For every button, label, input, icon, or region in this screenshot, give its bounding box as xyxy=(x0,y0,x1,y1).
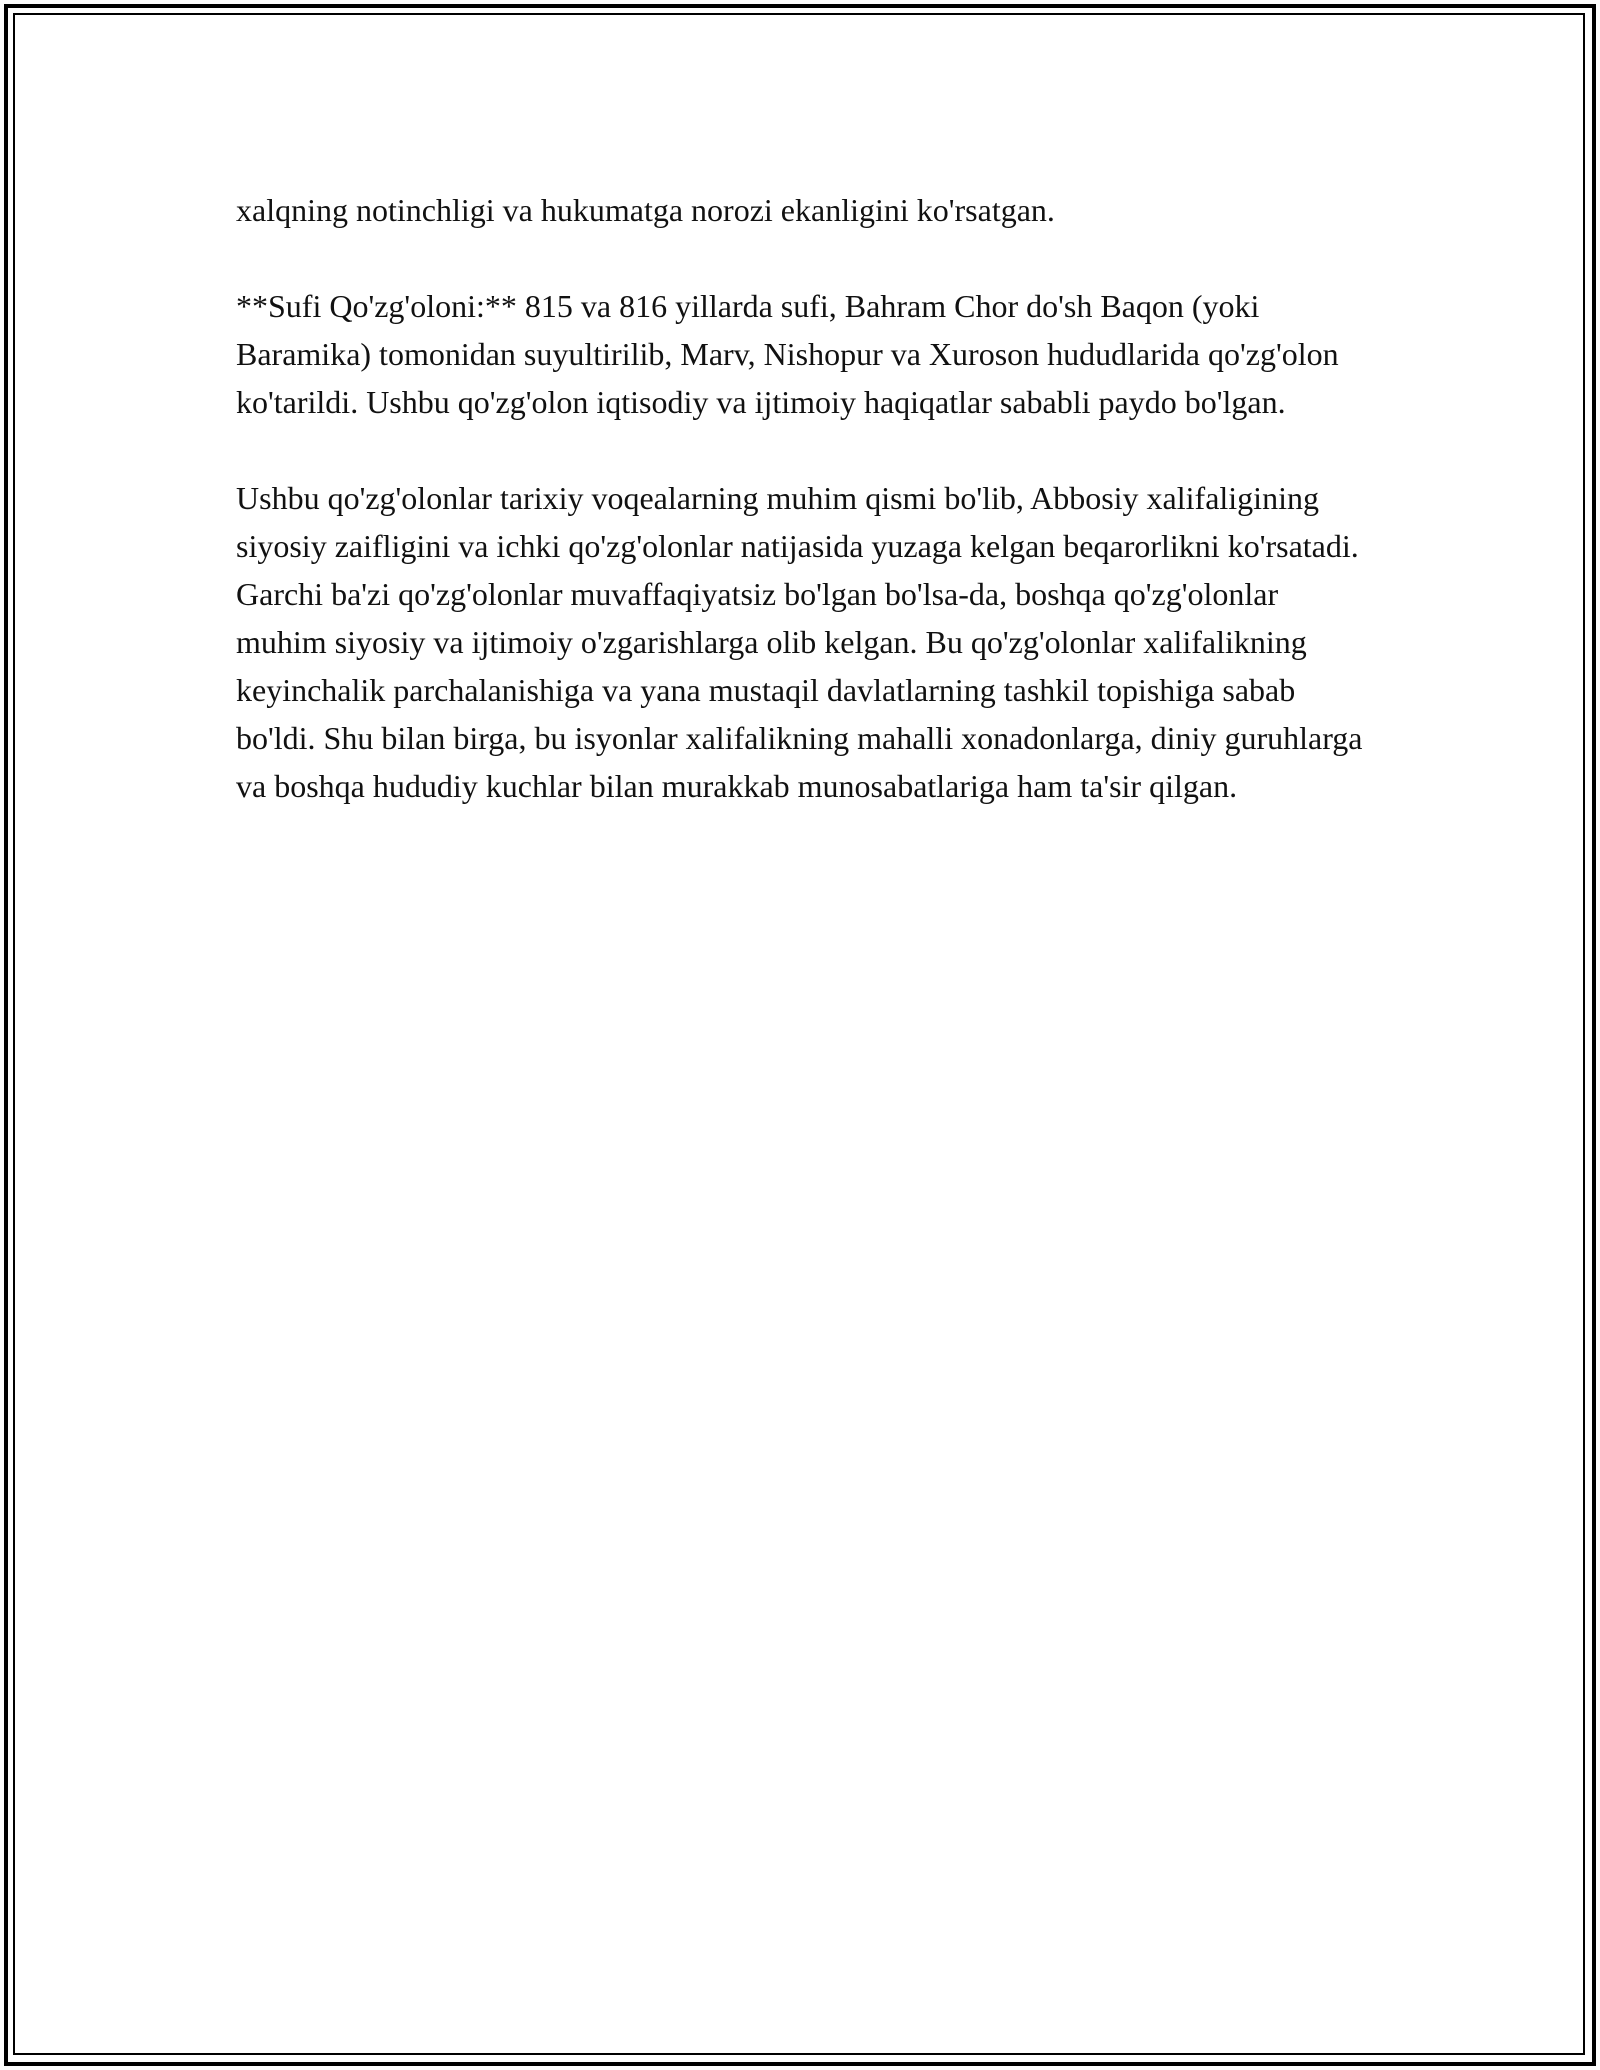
paragraph-conclusion: Ushbu qo'zg'olonlar tarixiy voqealarning muhim qismi bo'lib, Abbosiy xalifaligining siyosiy zaifligini va ichki qo'zg'olonlar natijasida yuzaga kelgan beqarorlikni ko'rsatadi. Garchi ba'zi qo'zg'olonlar muvaffaqiyatsiz bo'lgan bo'lsa-da, boshqa qo'zg'olonlar muhim siyosiy va ijtimoiy o'zgarishlarga olib kelgan. Bu qo'zg'olonlar xalifalikning keyinchalik parchalanishiga va yana mustaqil davlatlarning tashkil topishiga sabab bo'ldi. Shu bilan birga, bu isyonlar xalifalikning mahalli xonadonlarga, diniy guruhlarga va boshqa hududiy kuchlar bilan murakkab munosabatlariga ham ta'sir qilgan. xyxy=(236,480,1363,804)
paragraph-continuation: xalqning notinchligi va hukumatga norozi ekanligini ko'rsatgan. xyxy=(236,192,1055,228)
document-body xyxy=(236,186,1376,858)
paragraph-sufi-uprising: **Sufi Qo'zg'oloni:** 815 va 816 yillarda sufi, Bahram Chor do'sh Baqon (yoki Baramika) tomonidan suyultirilib, Marv, Nishopur va Xuroson hududlarida qo'zg'olon ko'tarildi. Ushbu qo'zg'olon iqtisodiy va ijtimoiy haqiqatlar sababli paydo bo'lgan. xyxy=(236,288,1339,420)
